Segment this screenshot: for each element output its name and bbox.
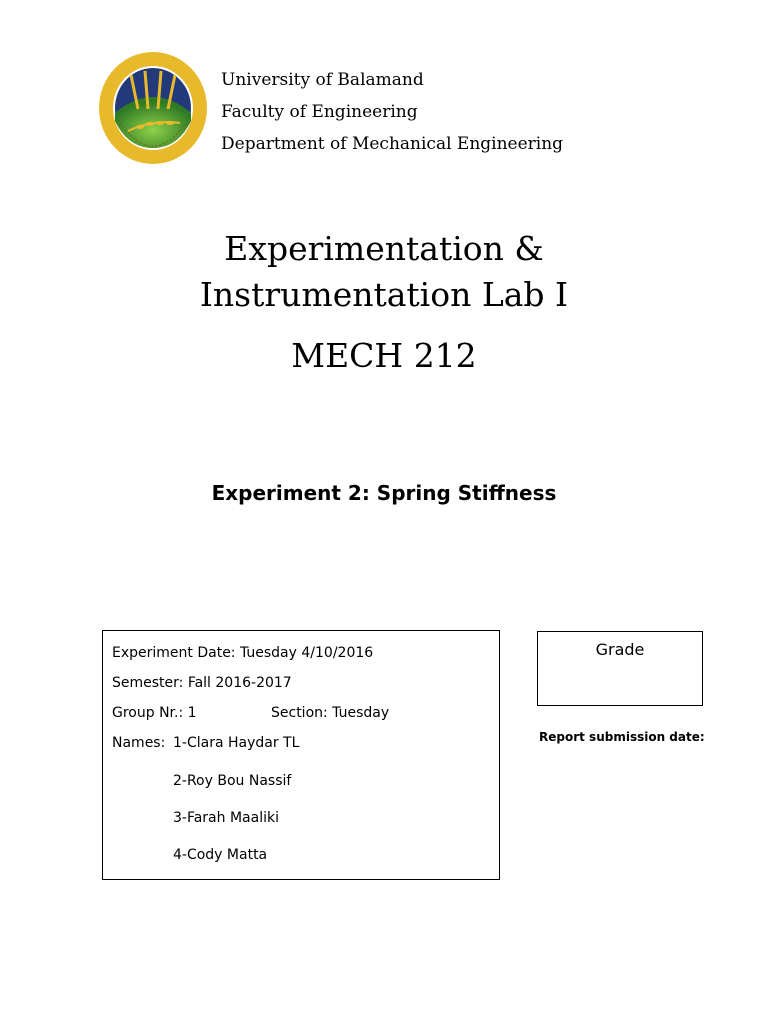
course-title	[0, 226, 768, 318]
names-label: Names:	[112, 735, 166, 751]
experiment-title: Experiment 2: Spring Stiffness	[211, 481, 557, 505]
member-name: 2-Roy Bou Nassif	[173, 773, 292, 789]
course-title-line1: Experimentation &	[224, 229, 544, 268]
section: Section: Tuesday	[271, 705, 390, 721]
university-logo	[98, 51, 208, 165]
grade-label: Grade	[595, 640, 645, 659]
university-name: University of Balamand	[221, 70, 424, 90]
semester: Semester: Fall 2016-2017	[112, 675, 292, 691]
experiment-info-box	[102, 630, 500, 880]
department-name: Department of Mechanical Engineering	[221, 134, 564, 154]
member-name: 1-Clara Haydar TL	[173, 735, 300, 751]
report-submission-date-label: Report submission date:	[539, 730, 705, 744]
member-name: 3-Farah Maaliki	[173, 810, 279, 826]
faculty-name: Faculty of Engineering	[221, 102, 418, 122]
member-name: 4-Cody Matta	[173, 847, 268, 863]
grade-box	[537, 631, 703, 706]
course-code: MECH 212	[291, 336, 477, 375]
course-title-line2: Instrumentation Lab I	[199, 275, 569, 314]
university-header	[221, 64, 563, 160]
experiment-date: Experiment Date: Tuesday 4/10/2016	[112, 645, 374, 661]
group-number: Group Nr.: 1	[112, 705, 197, 721]
